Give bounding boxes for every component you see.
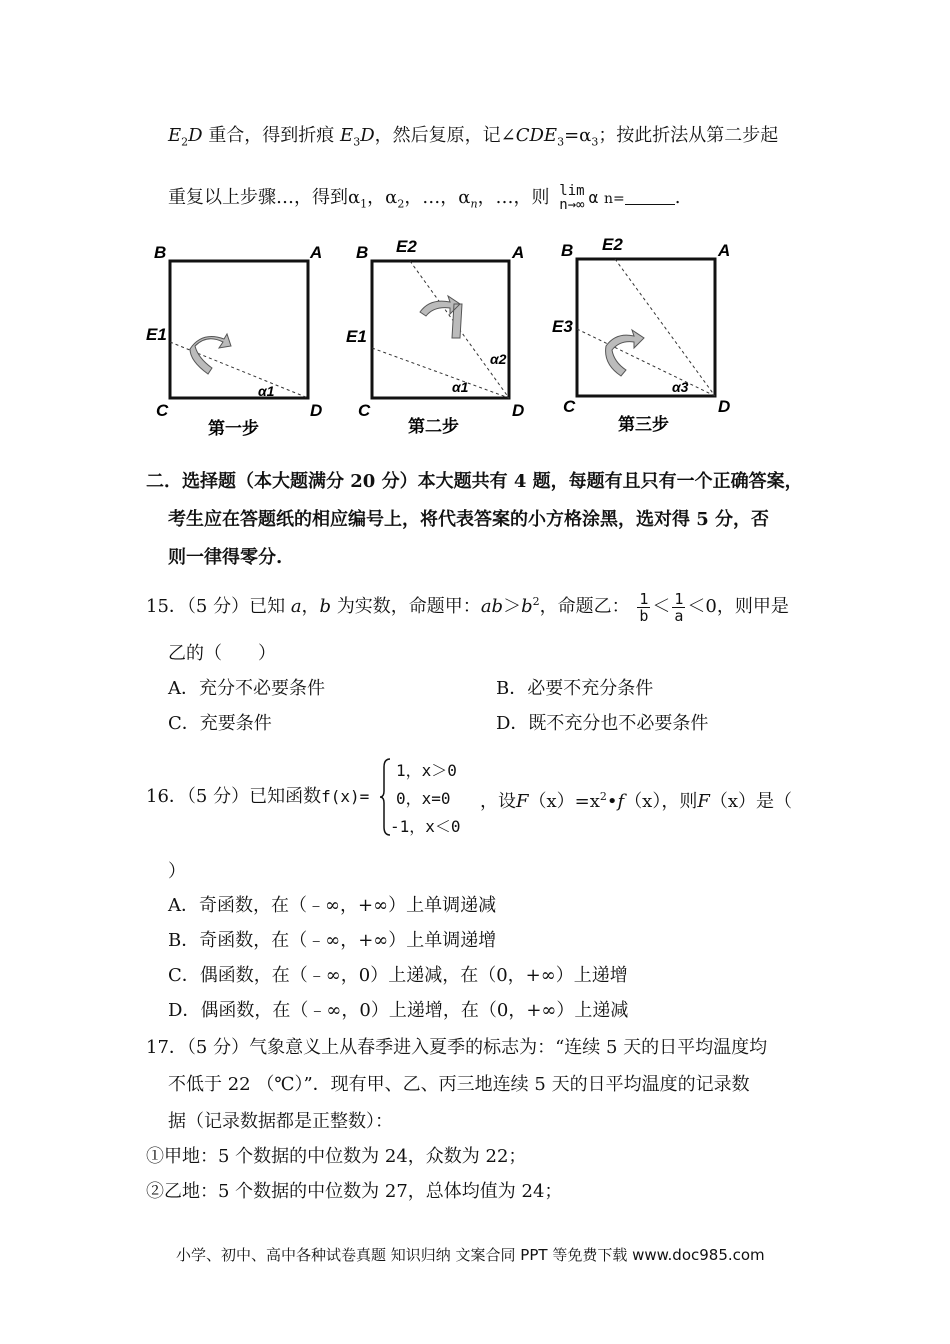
square-3 (577, 259, 715, 396)
q16-stem-pre: 16．（5 分）已知函数f(x)= (146, 786, 370, 807)
label-E3: E3 (552, 317, 573, 336)
piecewise-case-2: 0，x=0 (396, 789, 451, 808)
label-C: C (156, 401, 169, 420)
figure-caption: 第三步 (618, 415, 669, 435)
label-alpha1: α1 (452, 379, 469, 395)
q16-stem-close: ） (168, 861, 186, 882)
q15-option-b[interactable]: B．必要不充分条件 (496, 678, 654, 699)
q16-stem-post: ，设$F(x)=x^2•f(x)$，则F（x）是（ (480, 790, 792, 812)
label-C: C (358, 401, 371, 420)
label-C: C (563, 397, 576, 416)
label-B: B (356, 243, 369, 262)
figure-caption: 第一步 (208, 419, 259, 439)
q15-option-a[interactable]: A．充分不必要条件 (168, 678, 325, 699)
label-E2: E2 (396, 237, 417, 256)
q17-line-1: 17．（5 分）气象意义上从春季进入夏季的标志为：“连续 5 天的日平均温度均 (146, 1037, 768, 1058)
piecewise-case-3: -1，x＜0 (390, 817, 461, 836)
q15-stem-line-2: 乙的（ ） (168, 643, 276, 664)
label-A: A (512, 243, 525, 262)
figure-step-2 (346, 237, 524, 437)
label-E1: E1 (346, 327, 367, 346)
folding-figures (140, 234, 760, 444)
label-B: B (561, 241, 574, 260)
q17-item-1: ①甲地：5 个数据的中位数为 24，众数为 22； (146, 1146, 527, 1167)
section2-line-3: 则一律得零分. (168, 547, 283, 568)
label-E2: E2 (602, 235, 623, 254)
label-E1: E1 (146, 325, 167, 344)
fraction-1-over-b: $\frac{1}{b}$ (639, 589, 649, 625)
fold-crease-1 (372, 348, 509, 398)
label-A: A (310, 243, 323, 262)
figure-caption: 第二步 (408, 417, 459, 437)
q16-option-a[interactable]: A．奇函数，在（﹣∞，+∞）上单调递减 (168, 895, 497, 916)
label-alpha2: α2 (490, 351, 507, 367)
q16-option-b[interactable]: B．奇函数，在（﹣∞，+∞）上单调递增 (168, 930, 497, 951)
q15-option-d[interactable]: D．既不充分也不必要条件 (496, 713, 709, 734)
intro-line-2: 重复以上步骤…，得到$\alpha_1$，$\alpha_2$，…，$\alpha_n$，…，则 lim n→∞ α n= . (168, 183, 681, 213)
q16-option-c[interactable]: C．偶函数，在（﹣∞，0）上递减，在（0，+∞）上递增 (168, 965, 628, 986)
section2-line-2: 考生应在答题纸的相应编号上，将代表答案的小方格涂黑，选对得 5 分，否 (168, 509, 770, 530)
label-A: A (718, 241, 731, 260)
square-1 (170, 261, 308, 398)
label-D: D (512, 401, 525, 420)
fraction-1-over-a: $\frac{1}{a}$ (674, 589, 684, 625)
q15-stem: 15．（5 分）已知 a，b 为实数，命题甲：$ab>b^2$，命题乙： $\frac{1}{b}$ ＜ $\frac{1}{a}$ ＜0，则甲是 (146, 589, 789, 625)
figure-step-3 (552, 235, 730, 435)
fold-arrow-icon (606, 330, 644, 376)
q15-option-c[interactable]: C．充要条件 (168, 713, 272, 734)
q17-line-2: 不低于 22 （℃）”．现有甲、乙、丙三地连续 5 天的日平均温度的记录数 (168, 1074, 750, 1095)
fold-crease-3 (577, 329, 715, 396)
fold-crease-2 (615, 259, 715, 396)
fold-arrow-icon (420, 296, 462, 338)
label-D: D (310, 401, 323, 420)
limit-expression: lim n→∞ (559, 183, 585, 213)
fold-arrow-icon (190, 334, 231, 374)
answer-blank[interactable] (625, 188, 675, 205)
figure-step-1 (146, 243, 322, 439)
label-D: D (718, 397, 731, 416)
piecewise-case-1: 1，x＞0 (396, 761, 457, 780)
intro-line-1: $E_2D$ 重合，得到折痕 $E_3D$，然后复原，记$\angle CDE_3=\alpha_3$；按此折法从第二步起 (168, 125, 779, 149)
label-alpha1: α1 (258, 383, 275, 399)
q17-item-2: ②乙地：5 个数据的中位数为 27，总体均值为 24； (146, 1181, 563, 1202)
label-B: B (154, 243, 167, 262)
page-footer: 小学、初中、高中各种试卷真题 知识归纳 文案合同 PPT 等免费下载 www.doc985.com (176, 1246, 765, 1264)
label-alpha3: α3 (672, 379, 689, 395)
section2-line-1: 二．选择题（本大题满分 20 分）本大题共有 4 题，每题有且只有一个正确答案， (146, 471, 803, 492)
q17-line-3: 据（记录数据都是正整数）： (168, 1111, 393, 1132)
square-2 (372, 261, 509, 398)
q16-option-d[interactable]: D．偶函数，在（﹣∞，0）上递增，在（0，+∞）上递减 (168, 1000, 629, 1021)
